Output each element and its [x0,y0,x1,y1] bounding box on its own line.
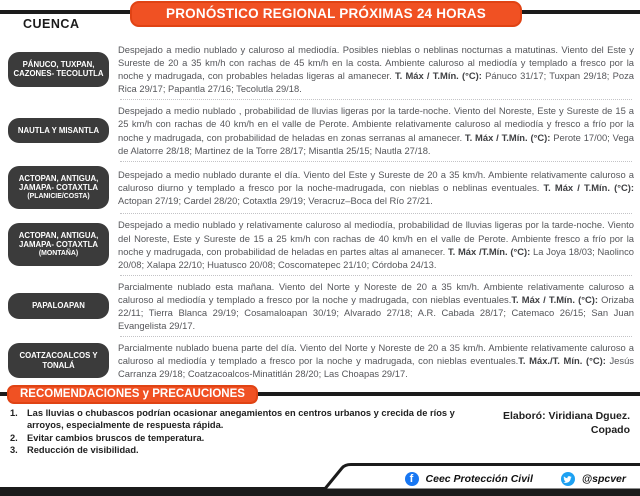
dotted-separator [120,275,632,276]
forecast-row-panuco [8,41,634,97]
forecast-description: Parcialmente nublado esta mañana. Viento del Norte y Noreste de 20 a 35 km/h. Ambiente relativamente caluroso a caluroso al mediodía y templado a fresco por la noche y madrugada, con nieblas eventuales. [118,280,634,305]
forecast-sections [0,40,640,382]
list-item [10,433,472,445]
forecast-description: Despejado a medio nublado , probabilidad de lluvias ligeras por la tarde-noche. Viento del Noreste, Este y Sureste de 15 a 25 km/h con rachas de 40 km/h en el valle de Perote. Ambiente relativamente caluroso al mediodía y fresco a frío por la noche y madrugada, con probabilidad de heladas en zonas serranas al amanecer. [118,105,634,143]
list-item-text: Las lluvias o chubascos podrían ocasionar anegamientos en centros urbanos y crecida de ríos y arroyos, especialmente de respuesta rápida. [27,408,455,431]
region-name: PAPALOAPAN [32,301,85,311]
header [0,0,640,40]
author-credit-line2: Copado [590,423,630,436]
list-item-text: Evitar cambios bruscos de temperatura. [27,432,205,443]
forecast-text [118,43,634,95]
dotted-separator [120,99,632,100]
region-name: ACTOPAN, ANTIGUA, JAMAPA- COTAXTLA [18,230,99,250]
facebook-icon: f [405,472,419,486]
region-badge [8,166,109,210]
dotted-separator [120,161,632,162]
forecast-text [118,168,634,207]
author-credit [503,410,630,437]
region-badge [8,223,109,267]
forecast-row-papaloapan [8,278,634,334]
forecast-row-actopan-costa [8,164,634,212]
region-name: ACTOPAN, ANTIGUA, JAMAPA- COTAXTLA [18,173,99,193]
forecast-row-actopan-montana [8,216,634,272]
region-subtitle: (MONTAÑA) [38,249,79,257]
forecast-text [118,341,634,380]
facebook-handle[interactable]: Ceec Protección Civil [425,473,533,485]
temps-values: Perote 17/00; Vega de Alatorre 28/18; Martinez de la Torre 28/17; Misantla 25/15; Nautla 27/18. [118,131,634,156]
region-badge [8,343,109,378]
list-item [10,408,472,431]
twitter-handle[interactable]: @spcver [581,473,626,485]
region-name: PÁNUCO, TUXPAN, CAZONES- TECOLUTLA [13,59,104,79]
list-item-number: 1. [10,408,18,419]
temps-values: Orizaba 22/11; Tierra Blanca 29/19; Cosamaloapan 30/19; Alvarado 27/18; A.R. Cabada 28/17; Catemaco 26/15; San Juan Evangelista 29/17. [118,293,634,332]
forecast-text [118,218,634,270]
region-name: COATZACOALCOS Y TONALÁ [19,351,98,370]
footer-social [405,472,626,486]
forecast-text [118,104,634,156]
recommendations-list [10,408,472,457]
temps-values: Jesús Carranza 29/18; Coatzacoalcos-Minatitlán 28/20; Las Choapas 29/17. [118,355,634,380]
forecast-row-nautla [8,102,634,158]
temps-label: T. Máx / T.Mín. (°C): [464,131,551,143]
forecast-description: Parcialmente nublado buena parte del día. Viento del Norte y Noreste de 20 a 35 km/h. Ambiente relativamente caluroso a caluroso al mediodía y templado a fresco por la noche y madrugada, con nieblas eventuales. [118,342,634,367]
temps-label: T. Máx / T.Mín. (°C): [543,182,634,194]
forecast-description: Despejado a medio nublado durante el día. Viento del Este y Sureste de 20 a 35 km/h. Ambiente relativamente caluroso a caluroso diurno y templado a fresco por la noche-madrugada, con nieblas o neblinas eventuales. [118,168,634,194]
dotted-separator [120,213,632,214]
temps-values: Actopan 27/19; Cardel 28/20; Cotaxtla 29/19; Veracruz–Boca del Río 27/21. [118,195,433,207]
region-badge [8,293,109,319]
recommendations-section [0,385,640,456]
recommendations-title: RECOMENDACIONES y PRECAUCIONES [7,385,258,404]
forecast-row-coatzacoalcos [8,339,634,382]
forecast-description: Despejado a medio nublado y relativamente caluroso al mediodía, probabilidad de lluvias ligeras por la tarde-noche. Viento del Noreste, Este y Sureste de 15 a 25 km/h con rachas de 40 km/h en el valle de Perote. Ambiente fresco a frío por la noche y madrugada, con probabilidad de heladas en partes altas al amanecer. [118,219,634,257]
dotted-separator [120,336,632,337]
forecast-description: Despejado a medio nublado y caluroso al mediodía. Posibles nieblas o neblinas nocturnas a matutinas. Viento del Este y Sureste de 20 a 35 km/h con rachas de 45 km/h en la costa. Ambiente caluroso al mediodía y templado a fresco por la noche y madrugada, con probables heladas ligeras al amanecer. [118,44,634,82]
region-subtitle: (PLANICIE/COSTA) [27,192,90,200]
list-item [10,445,472,457]
author-credit-line1: Elaboró: Viridiana Dguez. [503,410,630,423]
list-item-number: 3. [10,445,18,456]
list-item-number: 2. [10,432,18,443]
temps-label: T. Máx /T.Mín. (°C): [447,245,531,257]
forecast-text [118,280,634,332]
region-name: NAUTLA Y MISANTLA [17,125,100,135]
page-title: PRONÓSTICO REGIONAL PRÓXIMAS 24 HORAS [130,1,522,27]
temps-label: T. Máx / T.Mín. (°C): [511,293,598,305]
region-badge [8,52,109,87]
temps-label: T. Máx / T.Mín. (°C): [394,70,482,82]
region-badge [8,118,109,144]
temps-values: Pánuco 31/17; Tuxpan 29/18; Poza Rica 29/17; Papantla 27/16; Tecolutla 29/18. [118,70,634,95]
twitter-icon [561,472,575,486]
list-item-text: Reducción de visibilidad. [27,445,139,456]
temps-values: La Joya 18/03; Naolinco 20/08; Xalapa 22/10; Huatusco 20/08; Coscomatepec 21/10; Córdoba 24/13. [118,245,634,270]
temps-label: T. Máx./T. Mín. (°C): [518,355,606,367]
region-label: CUENCA [23,17,80,31]
